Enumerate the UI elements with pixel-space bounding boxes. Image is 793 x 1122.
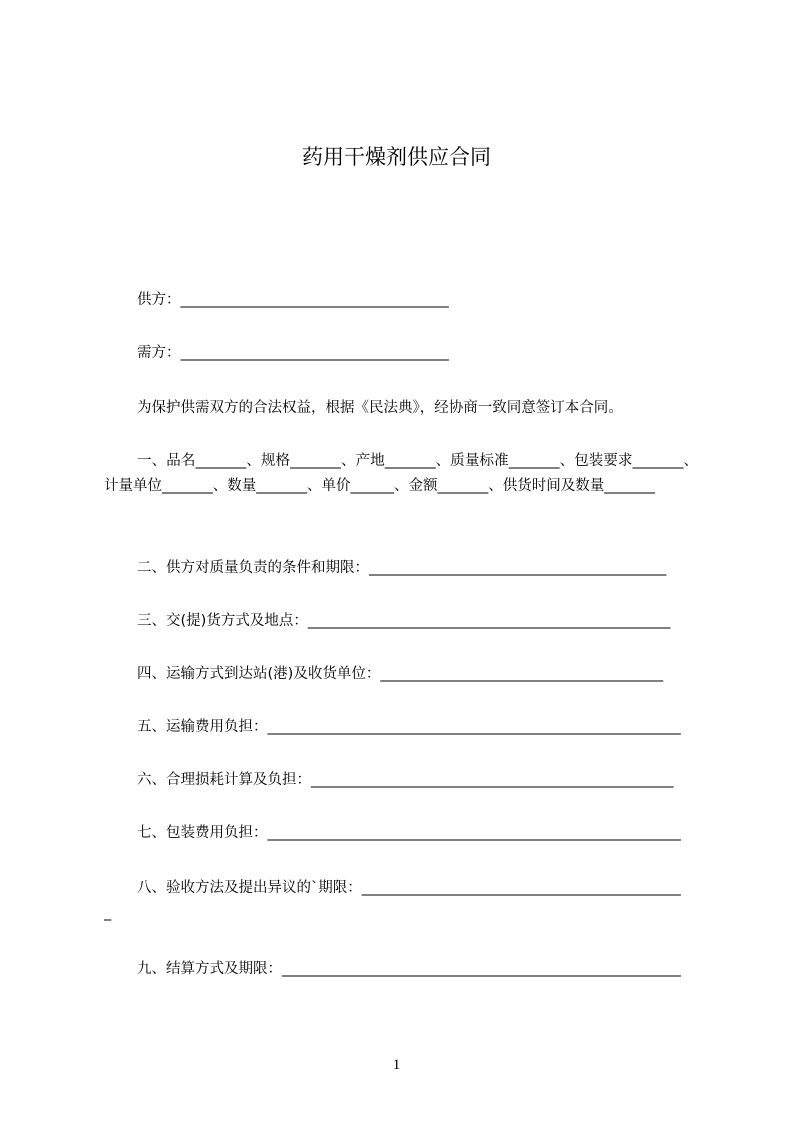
clause-7-packaging-cost: 七、包装费用负担：_________________________________________________________ (137, 825, 681, 841)
clause-8-inspection: 八、验收方法及提出异议的`期限：____________________________________________ (137, 880, 681, 896)
page-number: 1 (392, 1057, 401, 1073)
clause-4-transport: 四、运输方式到达站(港)及收货单位：_______________________________________ (137, 666, 664, 682)
clause-3-delivery: 三、交(提)货方式及地点：__________________________________________________ (137, 613, 671, 629)
clause-5-transport-cost: 五、运输费用负担：_________________________________________________________ (137, 719, 681, 735)
document-title: 药用干燥剂供应合同 (302, 145, 491, 169)
buyer-field: 需方：_____________________________________ (137, 345, 449, 361)
contract-intro: 为保护供需双方的合法权益，根据《民法典》，经协商一致同意签订本合同。 (137, 400, 623, 416)
clause-6-loss: 六、合理损耗计算及负担：__________________________________________________ (137, 772, 674, 788)
supplier-field: 供方：_____________________________________ (137, 292, 449, 308)
clause-9-settlement: 九、结算方式及期限：_______________________________________________________ (137, 961, 681, 977)
clause-1-product-details: 一、品名_______、规格_______、产地_______、质量标准_______、包装要求_______、计量单位_______、数量_______、单价______、金额_______、供货时间及数量_______ (104, 453, 698, 494)
clause-8-continuation: _ (104, 905, 112, 921)
clause-2-quality: 二、供方对质量负责的条件和期限：_________________________________________ (137, 560, 667, 576)
